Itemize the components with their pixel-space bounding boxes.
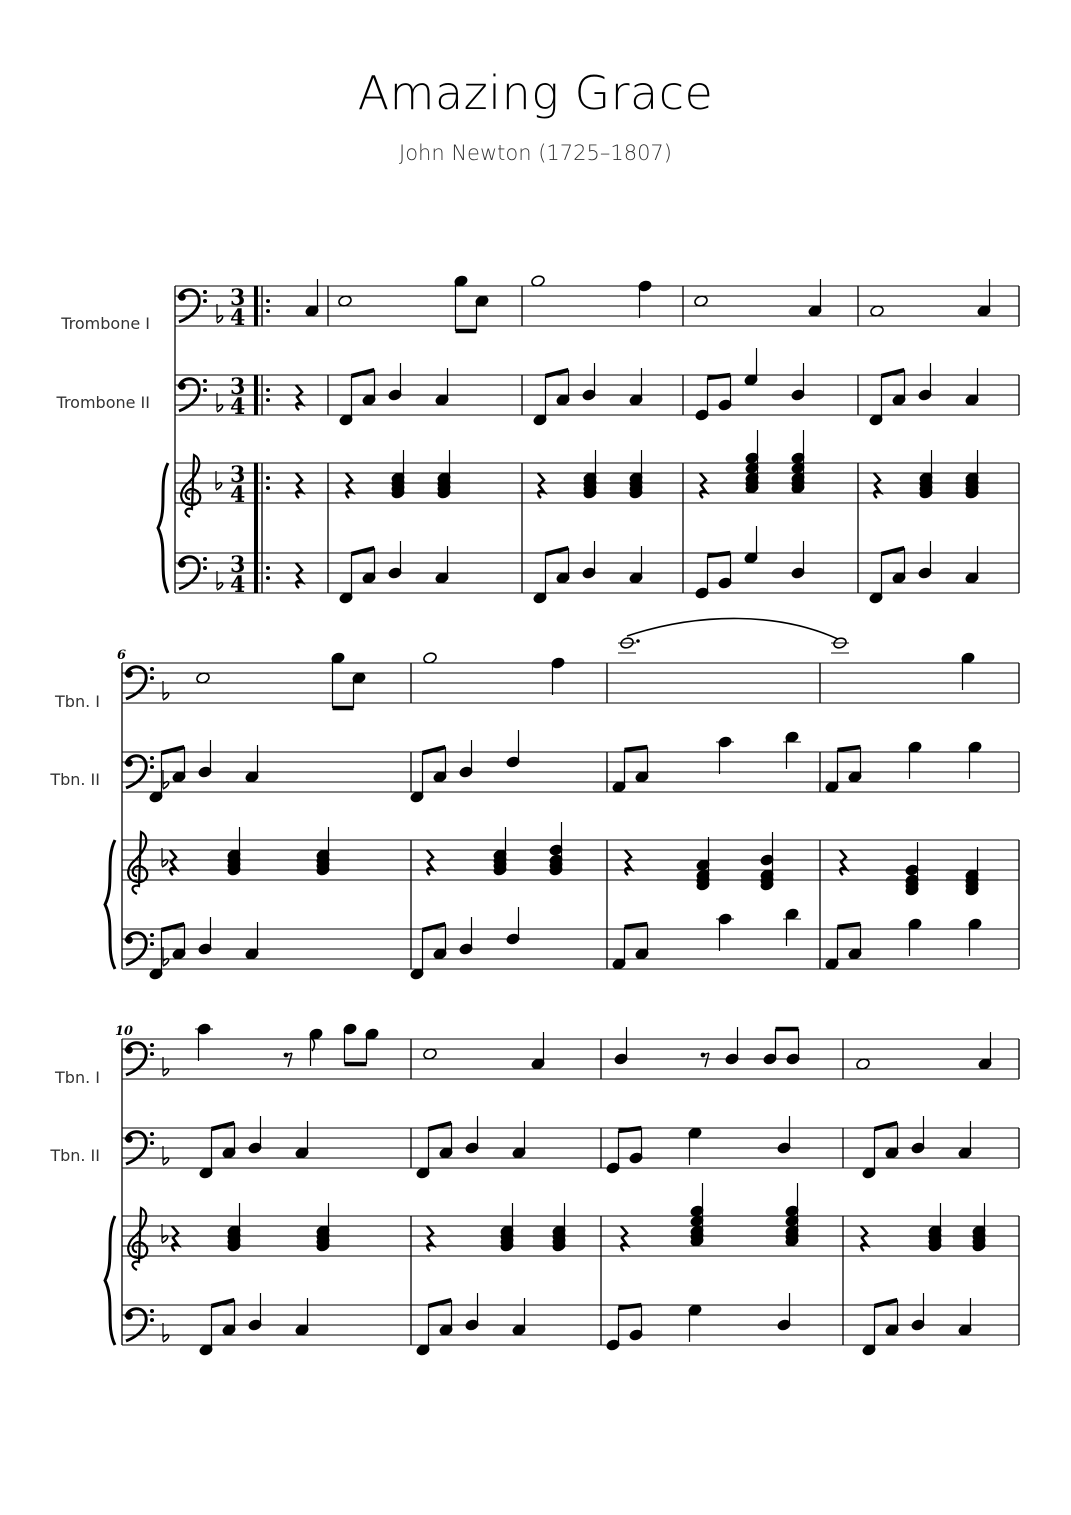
brace [158,463,168,593]
flat-icon [216,471,222,490]
brace [105,840,115,969]
quarter-rest-icon [840,850,846,875]
quarter-rest-icon [296,385,302,410]
repeat-thick-bar [254,463,258,593]
measure-number-10: 10 [115,1024,134,1039]
instrument-label-tbn-1-sys3: Tbn. I [55,1068,100,1087]
quarter-rest-icon [874,473,880,498]
brace [105,1216,115,1345]
quarter-rest-icon [170,850,176,875]
beam [838,924,861,927]
staff [175,553,1019,593]
staff [122,1216,1019,1256]
quarter-rest-icon [346,473,352,498]
repeat-dot [266,309,270,313]
repeat-dot [266,299,270,303]
repeat-thick-bar [254,375,258,415]
quarter-rest-icon [538,473,544,498]
quarter-rest-icon [625,850,631,875]
quarter-rest-icon [427,850,433,875]
quarter-rest-icon [296,563,302,588]
flat-icon [217,304,223,323]
repeat-dot [266,566,270,570]
quarter-rest-icon [861,1226,867,1251]
flat-icon [163,681,169,700]
time-signature-top: 3 [230,374,246,400]
flat-icon [162,1224,168,1243]
measure-number-6: 6 [117,648,127,663]
quarter-rest-icon [296,473,302,498]
repeat-dot [266,476,270,480]
repeat-dot [266,486,270,490]
staff [122,1039,1019,1079]
tie-slur [627,618,840,640]
time-signature-bottom: 4 [230,482,246,508]
flat-icon [163,1057,169,1076]
instrument-label-trombone-2: Trombone II [56,393,150,412]
time-signature-bottom: 4 [230,394,246,420]
quarter-rest-icon [700,473,706,498]
staff [175,463,1019,503]
instrument-label-tbn-2-sys3: Tbn. II [50,1146,100,1165]
time-signature-bottom: 4 [230,572,246,598]
beam [708,553,731,556]
time-signature-bottom: 4 [230,305,246,331]
staff [122,929,1019,969]
beam [838,747,861,750]
repeat-dot [266,388,270,392]
flat-icon [217,571,223,590]
flat-icon [162,848,168,867]
quarter-rest-icon [427,1226,433,1251]
staff [122,840,1019,880]
repeat-dot [266,576,270,580]
instrument-label-tbn-2-sys2: Tbn. II [50,770,100,789]
beam [619,1128,642,1131]
time-signature [230,285,245,331]
treble-clef-icon [128,832,147,894]
beam [625,924,648,927]
time-signature-top: 3 [230,552,246,578]
time-signature-top: 3 [230,285,246,311]
repeat-dot [266,398,270,402]
quarter-rest-icon [621,1226,627,1251]
beam [625,747,648,750]
repeat-thick-bar [254,286,258,326]
flat-icon [163,1323,169,1342]
treble-clef-icon [128,1208,147,1270]
beam [708,375,731,378]
flat-icon [163,1146,169,1165]
flat-icon [217,393,223,412]
time-signature-top: 3 [230,462,246,488]
staff [122,752,1019,792]
staff [175,286,1019,326]
treble-clef-icon [181,455,200,517]
staff [175,375,1019,415]
time-signature [230,552,245,598]
flat-icon [163,770,169,789]
instrument-label-tbn-1-sys2: Tbn. I [55,692,100,711]
staff [122,663,1019,703]
quarter-rest-icon [172,1226,178,1251]
time-signature [230,374,245,420]
dot [636,639,640,643]
beam [619,1305,642,1308]
instrument-label-trombone-1: Trombone I [61,314,150,333]
score-title: Amazing Grace [357,66,714,120]
composer-credit: John Newton (1725–1807) [399,141,672,165]
time-signature [230,462,245,508]
flat-icon [163,947,169,966]
